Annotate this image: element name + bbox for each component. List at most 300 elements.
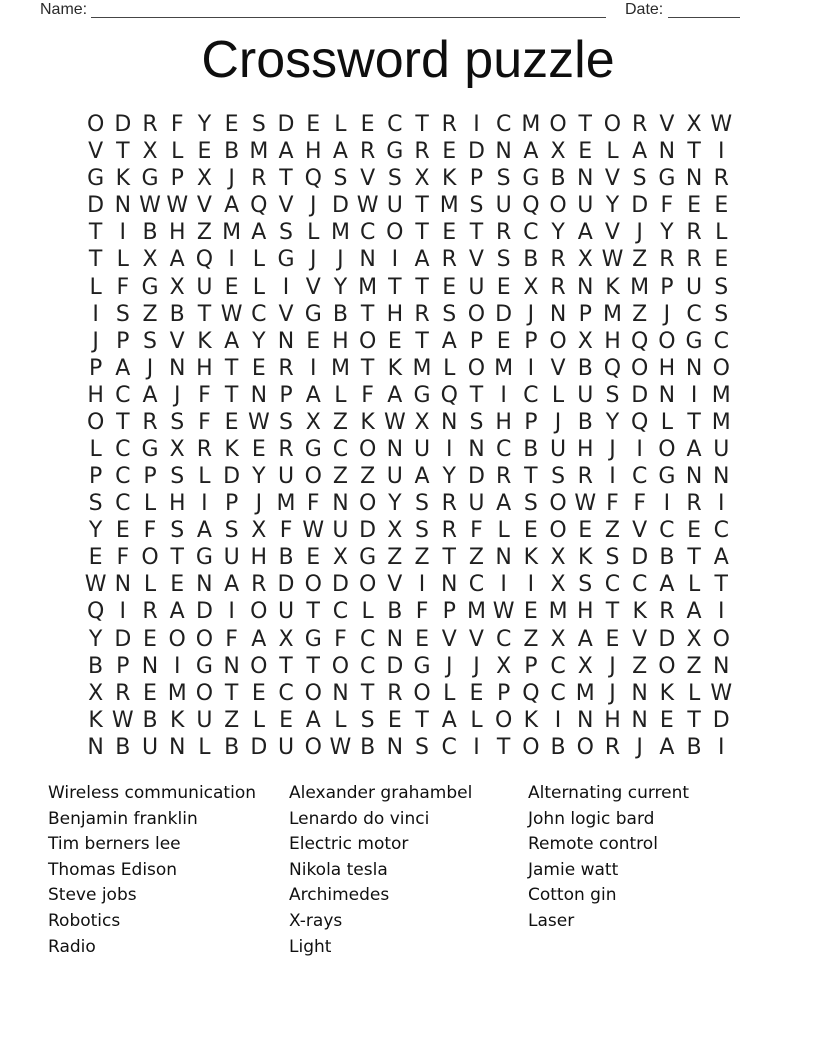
grid-cell: K bbox=[197, 328, 212, 354]
grid-cell: A bbox=[441, 328, 457, 354]
grid-cell: K bbox=[224, 436, 239, 462]
grid-cell: H bbox=[604, 328, 621, 354]
grid-cell: E bbox=[442, 274, 457, 300]
grid-cell: L bbox=[198, 464, 211, 490]
grid-cell: O bbox=[549, 112, 567, 138]
grid-cell: S bbox=[496, 166, 511, 192]
grid-cell: N bbox=[141, 653, 159, 679]
grid-cell: U bbox=[386, 193, 403, 219]
grid-cell: A bbox=[414, 464, 430, 490]
grid-cell: N bbox=[386, 626, 404, 652]
grid-cell: S bbox=[469, 409, 484, 435]
grid-cell: S bbox=[496, 247, 511, 273]
grid-cell: M bbox=[330, 220, 350, 246]
grid-cell: J bbox=[445, 653, 453, 679]
grid-cell: E bbox=[387, 707, 402, 733]
grid-cell: I bbox=[663, 491, 671, 517]
grid-cell: X bbox=[523, 274, 539, 300]
grid-cell: C bbox=[115, 464, 131, 490]
grid-cell: F bbox=[606, 491, 619, 517]
grid-cell: V bbox=[632, 518, 648, 544]
word-list-item: Cotton gin bbox=[528, 885, 617, 906]
grid-cell: D bbox=[631, 545, 649, 571]
grid-cell: L bbox=[715, 220, 728, 246]
word-list-item: Archimedes bbox=[289, 885, 390, 906]
grid-cell: E bbox=[578, 139, 593, 165]
grid-cell: B bbox=[550, 166, 566, 192]
grid-cell: O bbox=[358, 572, 377, 598]
grid-cell: O bbox=[658, 653, 676, 679]
word-list-item: Benjamin franklin bbox=[48, 808, 198, 829]
grid-cell: W bbox=[574, 491, 597, 517]
word-list-column bbox=[289, 781, 472, 960]
grid-cell: Q bbox=[86, 599, 105, 625]
grid-cell: E bbox=[714, 247, 729, 273]
name-fill-line bbox=[91, 0, 606, 18]
grid-cell: W bbox=[383, 409, 406, 435]
grid-cell: L bbox=[443, 355, 456, 381]
grid-cell: P bbox=[524, 328, 538, 354]
grid-cell: P bbox=[224, 491, 239, 517]
grid-cell: R bbox=[142, 409, 158, 435]
grid-cell: T bbox=[306, 653, 320, 679]
grid-cell: Y bbox=[605, 409, 620, 435]
grid-cell: Z bbox=[686, 653, 702, 679]
grid-cell: B bbox=[360, 734, 376, 760]
grid-cell: G bbox=[685, 328, 703, 354]
grid-cell: T bbox=[442, 545, 456, 571]
grid-cell: N bbox=[713, 653, 730, 679]
grid-cell: N bbox=[386, 734, 404, 760]
grid-cell: N bbox=[223, 653, 240, 679]
grid-cell: R bbox=[196, 436, 213, 462]
grid-cell: I bbox=[636, 436, 643, 462]
grid-cell: U bbox=[413, 436, 431, 462]
grid-cell: T bbox=[687, 707, 701, 733]
grid-cell: G bbox=[386, 139, 404, 165]
grid-cell: N bbox=[577, 274, 594, 300]
grid-cell: I bbox=[445, 436, 453, 462]
word-list-column bbox=[48, 781, 256, 960]
grid-row bbox=[82, 463, 735, 490]
grid-cell: Y bbox=[88, 626, 103, 652]
grid-cell: R bbox=[115, 680, 131, 706]
grid-cell: O bbox=[195, 680, 214, 706]
grid-cell: L bbox=[443, 680, 456, 706]
grid-cell: H bbox=[87, 382, 104, 408]
grid-cell: X bbox=[577, 328, 593, 354]
grid-cell: L bbox=[307, 220, 320, 246]
grid-cell: T bbox=[415, 274, 429, 300]
grid-cell: C bbox=[359, 220, 376, 246]
grid-cell: X bbox=[550, 572, 566, 598]
grid-cell: V bbox=[278, 301, 294, 327]
grid-cell: O bbox=[358, 491, 377, 517]
grid-cell: I bbox=[282, 274, 290, 300]
grid-cell: O bbox=[304, 464, 322, 490]
grid-cell: T bbox=[605, 599, 620, 625]
grid-cell: C bbox=[604, 572, 621, 598]
grid-cell: H bbox=[168, 491, 186, 517]
grid-cell: R bbox=[414, 139, 430, 165]
grid-cell: L bbox=[334, 112, 347, 138]
grid-cell: N bbox=[631, 680, 648, 706]
grid-cell: L bbox=[687, 572, 701, 598]
grid-cell: W bbox=[166, 193, 189, 219]
grid-cell: A bbox=[496, 491, 512, 517]
grid-cell: M bbox=[602, 301, 622, 327]
grid-cell: O bbox=[141, 545, 159, 571]
grid-cell: X bbox=[550, 626, 566, 652]
grid-cell: O bbox=[195, 626, 214, 652]
grid-cell: S bbox=[387, 166, 402, 192]
grid-cell: O bbox=[658, 436, 676, 462]
grid-cell: I bbox=[173, 653, 181, 679]
grid-cell: E bbox=[143, 680, 157, 706]
grid-cell: B bbox=[577, 409, 593, 435]
grid-cell: Q bbox=[304, 166, 322, 192]
grid-cell: E bbox=[714, 193, 729, 219]
grid-cell: V bbox=[604, 166, 620, 192]
grid-cell: Y bbox=[660, 220, 674, 246]
grid-cell: S bbox=[469, 193, 484, 219]
grid-cell: X bbox=[577, 247, 593, 273]
grid-cell: R bbox=[441, 247, 457, 273]
puzzle-title: Crossword puzzle bbox=[201, 31, 615, 89]
grid-cell: B bbox=[332, 301, 348, 327]
grid-cell: F bbox=[660, 193, 674, 219]
grid-cell: L bbox=[361, 599, 374, 625]
grid-cell: L bbox=[334, 382, 347, 408]
grid-cell: N bbox=[495, 139, 512, 165]
grid-cell: Z bbox=[632, 653, 648, 679]
word-list-item: Steve jobs bbox=[48, 885, 137, 906]
grid-cell: V bbox=[88, 139, 104, 165]
grid-cell: H bbox=[168, 220, 186, 246]
grid-cell: A bbox=[332, 139, 348, 165]
grid-cell: U bbox=[577, 382, 594, 408]
grid-cell: N bbox=[441, 409, 458, 435]
grid-cell: R bbox=[251, 572, 267, 598]
grid-cell: M bbox=[575, 680, 595, 706]
grid-cell: D bbox=[658, 626, 676, 652]
grid-cell: B bbox=[88, 653, 104, 679]
grid-cell: E bbox=[170, 572, 185, 598]
grid-row bbox=[82, 219, 735, 246]
grid-cell: W bbox=[329, 734, 352, 760]
grid-cell: E bbox=[496, 274, 511, 300]
grid-cell: U bbox=[277, 599, 295, 625]
grid-cell: L bbox=[252, 707, 265, 733]
grid-cell: V bbox=[305, 274, 321, 300]
grid-cell: A bbox=[577, 220, 593, 246]
grid-cell: D bbox=[114, 626, 132, 652]
grid-cell: O bbox=[86, 112, 105, 138]
grid-cell: R bbox=[686, 247, 702, 273]
grid-cell: A bbox=[686, 599, 702, 625]
grid-cell: W bbox=[220, 301, 243, 327]
grid-row bbox=[82, 544, 735, 571]
grid-cell: R bbox=[278, 355, 294, 381]
grid-cell: P bbox=[116, 653, 130, 679]
grid-cell: C bbox=[115, 382, 131, 408]
grid-cell: W bbox=[356, 193, 379, 219]
grid-cell: C bbox=[659, 518, 675, 544]
grid-cell: E bbox=[306, 328, 321, 354]
grid-cell: X bbox=[550, 139, 566, 165]
grid-cell: H bbox=[576, 436, 594, 462]
grid-cell: Z bbox=[224, 707, 240, 733]
grid-cell: N bbox=[250, 382, 268, 408]
grid-cell: Q bbox=[631, 328, 649, 354]
grid-cell: I bbox=[473, 734, 480, 760]
grid-cell: V bbox=[550, 355, 566, 381]
grid-cell: E bbox=[578, 518, 593, 544]
grid-cell: Z bbox=[523, 626, 539, 652]
grid-cell: U bbox=[332, 518, 349, 544]
grid-cell: S bbox=[170, 464, 185, 490]
grid-cell: T bbox=[306, 599, 320, 625]
grid-cell: C bbox=[332, 436, 349, 462]
grid-cell: H bbox=[332, 328, 349, 354]
grid-cell: A bbox=[196, 518, 212, 544]
grid-cell: T bbox=[687, 139, 701, 165]
grid-cell: I bbox=[119, 220, 127, 246]
grid-cell: T bbox=[687, 409, 701, 435]
grid-cell: R bbox=[577, 464, 593, 490]
grid-cell: N bbox=[631, 707, 648, 733]
grid-cell: J bbox=[228, 166, 235, 192]
grid-cell: O bbox=[494, 707, 513, 733]
grid-cell: A bbox=[441, 707, 457, 733]
grid-row bbox=[82, 165, 735, 192]
grid-cell: R bbox=[713, 166, 729, 192]
grid-cell: C bbox=[686, 301, 702, 327]
grid-cell: N bbox=[87, 734, 104, 760]
grid-cell: R bbox=[441, 112, 457, 138]
grid-cell: E bbox=[442, 139, 457, 165]
grid-cell: O bbox=[413, 680, 431, 706]
grid-row bbox=[82, 490, 735, 517]
grid-cell: H bbox=[495, 409, 512, 435]
grid-cell: E bbox=[360, 112, 375, 138]
grid-cell: P bbox=[116, 328, 130, 354]
grid-cell: G bbox=[141, 166, 159, 192]
grid-cell: P bbox=[524, 409, 538, 435]
grid-cell: A bbox=[713, 545, 729, 571]
grid-cell: Z bbox=[468, 545, 484, 571]
grid-cell: A bbox=[251, 626, 267, 652]
grid-cell: S bbox=[88, 491, 103, 517]
grid-cell: R bbox=[414, 301, 430, 327]
grid-cell: R bbox=[142, 112, 158, 138]
grid-cell: Q bbox=[522, 680, 540, 706]
grid-cell: N bbox=[549, 301, 567, 327]
grid-cell: N bbox=[685, 464, 703, 490]
grid-cell: G bbox=[87, 166, 105, 192]
grid-cell: N bbox=[359, 247, 376, 273]
grid-cell: R bbox=[441, 518, 457, 544]
grid-cell: C bbox=[441, 734, 457, 760]
grid-cell: C bbox=[387, 112, 403, 138]
grid-cell: T bbox=[224, 355, 239, 381]
grid-cell: F bbox=[633, 491, 646, 517]
grid-cell: Y bbox=[442, 464, 456, 490]
grid-cell: A bbox=[305, 382, 321, 408]
grid-cell: C bbox=[495, 626, 512, 652]
grid-cell: I bbox=[527, 355, 535, 381]
grid-cell: C bbox=[550, 680, 566, 706]
grid-cell: R bbox=[632, 112, 648, 138]
grid-cell: T bbox=[116, 139, 130, 165]
grid-cell: J bbox=[473, 653, 480, 679]
grid-cell: O bbox=[86, 409, 105, 435]
grid-cell: V bbox=[604, 220, 620, 246]
grid-cell: O bbox=[358, 328, 377, 354]
grid-cell: S bbox=[714, 301, 729, 327]
grid-cell: T bbox=[388, 274, 402, 300]
grid-cell: E bbox=[659, 707, 674, 733]
grid-cell: B bbox=[278, 545, 294, 571]
grid-cell: P bbox=[88, 355, 103, 381]
grid-cell: A bbox=[224, 328, 240, 354]
grid-cell: U bbox=[196, 274, 213, 300]
grid-cell: T bbox=[415, 193, 429, 219]
grid-cell: P bbox=[88, 464, 103, 490]
grid-cell: K bbox=[523, 707, 539, 733]
grid-cell: E bbox=[197, 139, 212, 165]
grid-cell: I bbox=[527, 572, 535, 598]
grid-cell: E bbox=[251, 436, 266, 462]
grid-cell: O bbox=[522, 734, 540, 760]
grid-cell: B bbox=[523, 247, 539, 273]
grid-cell: Z bbox=[332, 464, 348, 490]
grid-cell: N bbox=[114, 193, 132, 219]
grid-cell: T bbox=[88, 247, 103, 273]
grid-cell: S bbox=[415, 518, 430, 544]
grid-cell: X bbox=[142, 139, 158, 165]
grid-cell: L bbox=[143, 491, 157, 517]
grid-cell: A bbox=[142, 382, 158, 408]
grid-cell: N bbox=[168, 734, 186, 760]
grid-cell: J bbox=[609, 653, 616, 679]
grid-cell: P bbox=[524, 653, 538, 679]
grid-cell: G bbox=[413, 653, 431, 679]
grid-cell: G bbox=[195, 545, 213, 571]
grid-cell: W bbox=[302, 518, 325, 544]
grid-cell: I bbox=[309, 355, 317, 381]
word-list-item: Radio bbox=[48, 936, 96, 957]
grid-cell: V bbox=[387, 572, 403, 598]
grid-cell: D bbox=[331, 193, 349, 219]
grid-cell: U bbox=[277, 734, 295, 760]
grid-cell: B bbox=[224, 734, 240, 760]
grid-cell: P bbox=[497, 680, 511, 706]
grid-cell: U bbox=[577, 193, 594, 219]
grid-cell: Q bbox=[250, 193, 268, 219]
grid-cell: N bbox=[685, 166, 703, 192]
grid-cell: A bbox=[632, 139, 648, 165]
grid-cell: F bbox=[415, 599, 429, 625]
grid-cell: D bbox=[467, 464, 485, 490]
grid-cell: G bbox=[413, 382, 431, 408]
grid-cell: H bbox=[604, 707, 621, 733]
grid-cell: T bbox=[469, 220, 484, 246]
grid-cell: V bbox=[360, 166, 376, 192]
grid-cell: S bbox=[224, 518, 239, 544]
grid-cell: E bbox=[523, 599, 538, 625]
grid-cell: D bbox=[250, 734, 268, 760]
grid-cell: E bbox=[442, 220, 457, 246]
grid-cell: I bbox=[690, 382, 698, 408]
grid-cell: S bbox=[632, 166, 647, 192]
grid-cell: T bbox=[224, 382, 239, 408]
word-list-item: Remote control bbox=[528, 834, 658, 855]
date-label: Date: bbox=[625, 1, 664, 18]
grid-cell: J bbox=[92, 328, 99, 354]
grid-cell: G bbox=[277, 247, 295, 273]
word-list-item: Tim berners lee bbox=[48, 834, 181, 855]
word-list-item: Nikola tesla bbox=[289, 859, 388, 880]
grid-row bbox=[82, 653, 735, 680]
grid-cell: E bbox=[224, 274, 239, 300]
grid-cell: N bbox=[468, 436, 485, 462]
grid-cell: N bbox=[332, 491, 349, 517]
grid-cell: S bbox=[279, 220, 293, 246]
grid-cell: H bbox=[250, 545, 268, 571]
grid-cell: J bbox=[146, 355, 154, 381]
grid-cell: V bbox=[659, 112, 675, 138]
grid-cell: W bbox=[84, 572, 107, 598]
grid-cell: Y bbox=[252, 328, 266, 354]
grid-cell: K bbox=[115, 166, 131, 192]
grid-cell: Q bbox=[195, 247, 214, 273]
grid-cell: O bbox=[304, 680, 322, 706]
grid-cell: G bbox=[304, 301, 322, 327]
grid-cell: I bbox=[718, 491, 725, 517]
grid-cell: E bbox=[306, 545, 321, 571]
grid-cell: O bbox=[631, 355, 649, 381]
word-list-item: John logic bard bbox=[528, 808, 655, 829]
grid-cell: K bbox=[360, 409, 375, 435]
grid-cell: Y bbox=[88, 518, 103, 544]
grid-cell: R bbox=[659, 599, 675, 625]
grid-cell: L bbox=[497, 518, 510, 544]
grid-cell: R bbox=[496, 220, 512, 246]
grid-cell: A bbox=[224, 193, 240, 219]
grid-cell: M bbox=[630, 274, 650, 300]
grid-cell: X bbox=[686, 626, 702, 652]
grid-cell: F bbox=[470, 518, 483, 544]
word-list-item: Jamie watt bbox=[528, 859, 619, 880]
grid-cell: J bbox=[309, 247, 317, 273]
grid-cell: T bbox=[170, 545, 184, 571]
grid-cell: T bbox=[687, 545, 701, 571]
grid-cell: X bbox=[305, 409, 321, 435]
grid-cell: X bbox=[169, 274, 185, 300]
grid-cell: E bbox=[469, 680, 484, 706]
grid-cell: T bbox=[116, 409, 130, 435]
grid-cell: W bbox=[247, 409, 270, 435]
grid-cell: E bbox=[306, 112, 321, 138]
grid-cell: O bbox=[712, 626, 730, 652]
grid-row bbox=[82, 192, 735, 219]
grid-cell: E bbox=[687, 518, 702, 544]
grid-cell: O bbox=[250, 599, 268, 625]
grid-cell: Z bbox=[387, 545, 403, 571]
grid-cell: C bbox=[278, 680, 294, 706]
grid-cell: A bbox=[251, 220, 267, 246]
